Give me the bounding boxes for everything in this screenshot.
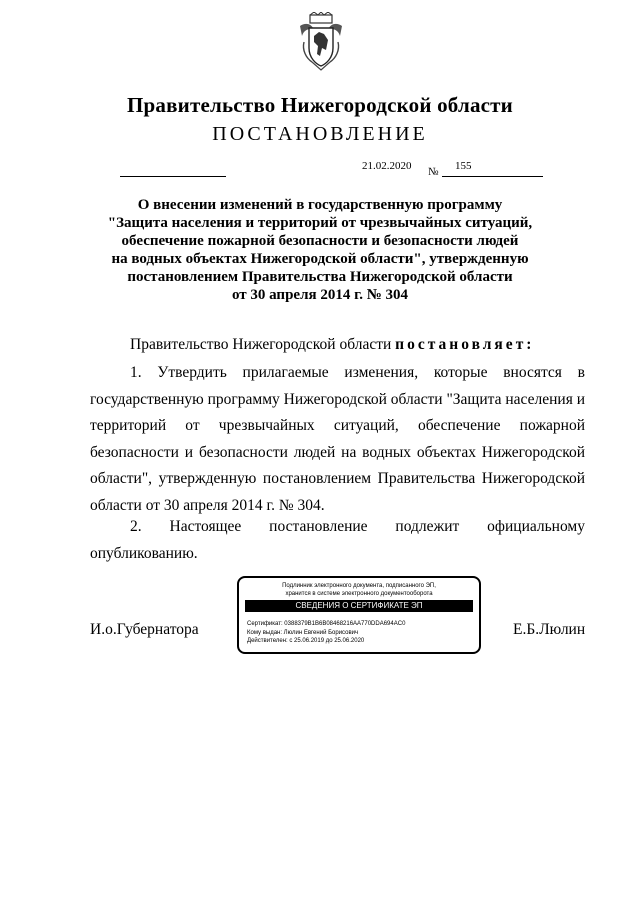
stamp-details [247, 620, 405, 646]
date-blank-line [120, 176, 226, 177]
document-subject [100, 196, 540, 304]
signatory-role: И.о.Губернатора [90, 621, 199, 638]
paragraph-2: 2. Настоящее постановление подлежит официальному опубликованию. [90, 518, 585, 562]
preamble-text: Правительство Нижегородской области [130, 336, 396, 353]
subject-line: О внесении изменений в государственную программу [137, 197, 503, 213]
preamble-decree-word: постановляет: [395, 336, 535, 353]
e-signature-stamp [237, 576, 481, 654]
preamble [130, 336, 590, 354]
subject-line: постановлением Правительства Нижегородской области [127, 269, 513, 285]
stamp-validity: Действителен: с 25.06.2019 до 25.06.2020 [247, 638, 365, 644]
stamp-issued-to: Кому выдан: Люлин Евгений Борисович [247, 629, 359, 636]
signatory-name: Е.Б.Люлин [513, 621, 586, 638]
number-underline [442, 176, 543, 177]
stamp-certificate: Сертификат: 0388379B1B6B08468216AA770DDA694AC0 [247, 621, 406, 627]
stamp-notice-line: Подлинник электронного документа, подписанного ЭП, [282, 583, 436, 589]
subject-line: обеспечение пожарной безопасности и безопасности людей [121, 233, 519, 249]
document-date: 21.02.2020 [362, 160, 412, 172]
government-title: Правительство Нижегородской области [127, 93, 513, 117]
subject-line: от 30 апреля 2014 г. № 304 [231, 287, 409, 303]
document-number: 155 [455, 160, 472, 172]
document-type: ПОСТАНОВЛЕНИЕ [212, 123, 428, 145]
stamp-notice-line: хранится в системе электронного документооборота [285, 591, 433, 597]
paragraph-1: 1. Утвердить прилагаемые изменения, которые вносятся в государственную программу Нижегородской области "Защита населения и территорий от чрезвычайных ситуаций, обеспечение пожарной безопасности и безопасности людей на водных объектах Нижегородской области", утвержденную постановлением Правительства Нижегородской области от 30 апреля 2014 г. № 304. [90, 364, 585, 514]
stamp-band-title: СВЕДЕНИЯ О СЕРТИФИКАТЕ ЭП [245, 600, 473, 612]
number-label: № [428, 166, 439, 178]
subject-line: "Защита населения и территорий от чрезвычайных ситуаций, [107, 215, 533, 231]
nizhny-novgorod-coat-of-arms-icon [298, 12, 344, 72]
stamp-notice [239, 582, 479, 598]
subject-line: на водных объектах Нижегородской области", утвержденную [111, 251, 529, 267]
